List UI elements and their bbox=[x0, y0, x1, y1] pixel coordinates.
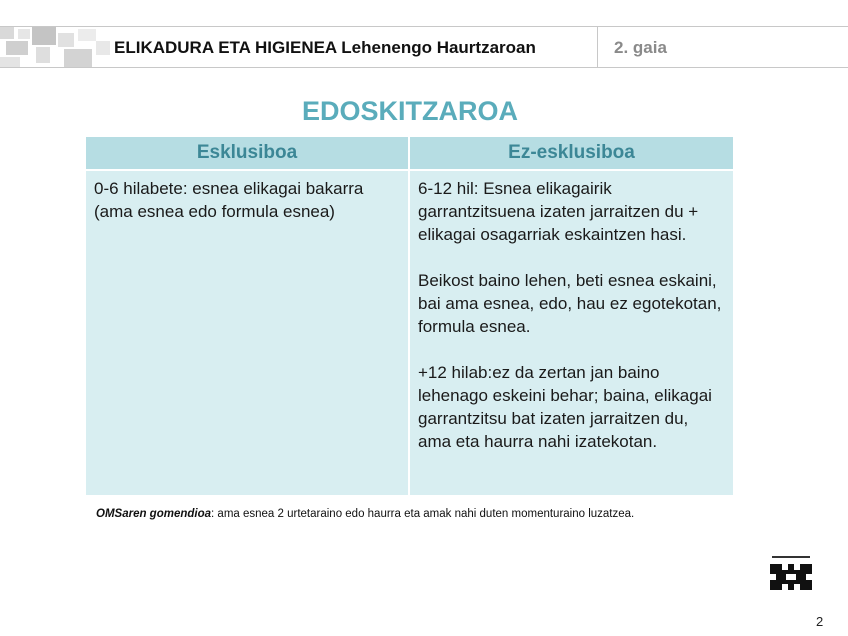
footnote-lead: OMSaren gomendioa bbox=[96, 508, 212, 520]
exclusive-cell bbox=[86, 171, 410, 495]
breastfeeding-table bbox=[86, 137, 733, 495]
chapter-label: 2. gaia bbox=[614, 38, 667, 57]
column-header-non-exclusive: Ez-esklusiboa bbox=[410, 137, 733, 171]
table-row bbox=[86, 171, 733, 495]
non-exclusive-paragraph-1: 6-12 hil: Esnea elikagairik garrantzitsuena izaten jarraitzen du + elikagai osagarriak eskaintzen hasi. bbox=[418, 179, 699, 244]
table-header-row bbox=[86, 137, 733, 171]
footnote bbox=[96, 508, 634, 520]
slide-header bbox=[0, 26, 848, 68]
page-number: 2 bbox=[816, 614, 824, 629]
slide-title: EDOSKITZAROA bbox=[302, 96, 518, 126]
header-title: ELIKADURA ETA HIGIENEA Lehenengo Haurtzaroan bbox=[114, 38, 536, 57]
non-exclusive-paragraph-3: +12 hilab:ez da zertan jan baino lehenago eskeini behar; baina, elikagai garrantzitsu bat izaten jarraitzen du, ama eta haurra nahi izatekotan. bbox=[418, 363, 712, 451]
university-logo-icon bbox=[768, 556, 814, 592]
footnote-text: : ama esnea 2 urtetaraino edo haurra eta amak nahi duten momenturaino luzatzea. bbox=[211, 508, 635, 520]
exclusive-text: 0-6 hilabete: esnea elikagai bakarra (ama esnea edo formula esnea) bbox=[94, 179, 364, 221]
column-header-exclusive: Esklusiboa bbox=[86, 137, 410, 171]
non-exclusive-paragraph-2: Beikost baino lehen, beti esnea eskaini, bai ama esnea, edo, hau ez egotekotan, formula esnea. bbox=[418, 271, 722, 336]
decorative-pattern-icon bbox=[0, 27, 120, 67]
header-divider bbox=[597, 27, 598, 67]
non-exclusive-cell bbox=[410, 171, 733, 495]
